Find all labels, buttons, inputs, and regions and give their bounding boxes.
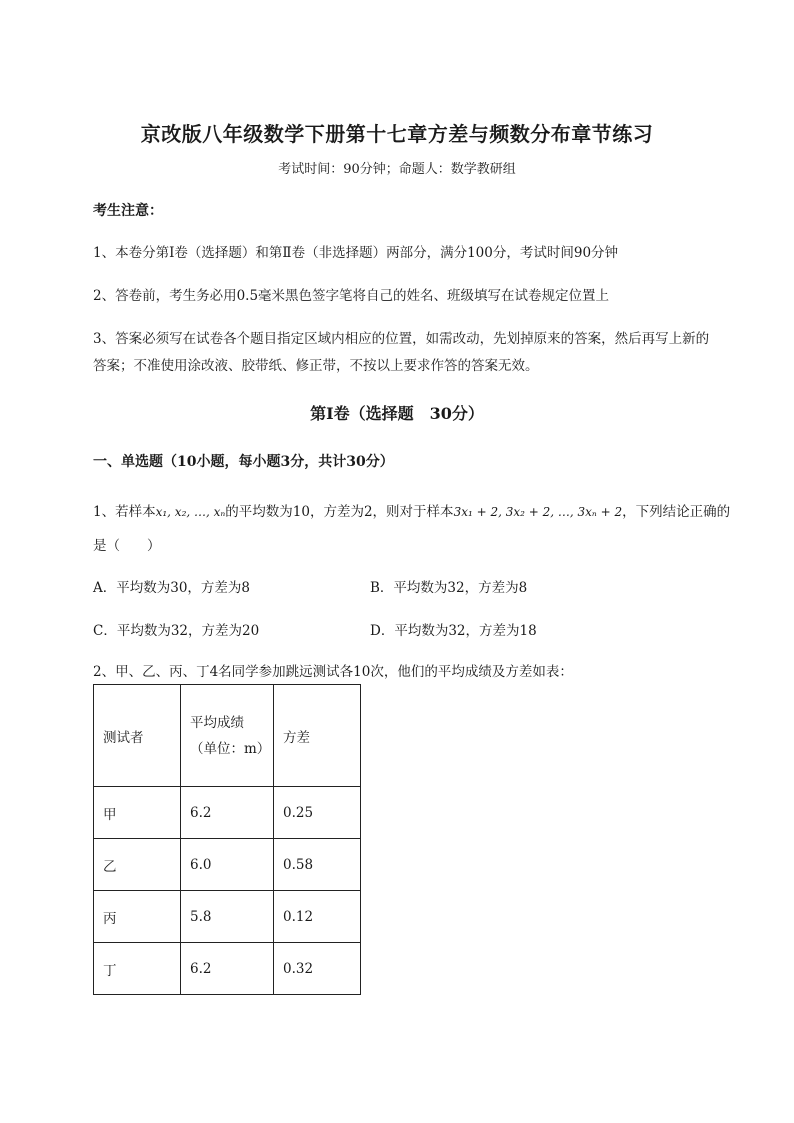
table-cell: 6.0 [181, 839, 274, 891]
table-cell: 甲 [94, 787, 181, 839]
table-cell: 0.58 [274, 839, 361, 891]
score-table [93, 684, 361, 995]
table-row [94, 839, 361, 891]
question-1-stem [93, 500, 730, 520]
table-cell: 6.2 [181, 943, 274, 995]
table-cell: 6.2 [181, 787, 274, 839]
question-1-sample-2: 3x₁ + 2, 3x₂ + 2, …, 3xₙ + 2 [453, 505, 623, 519]
notice-item-3: 3、答案必须写在试卷各个题目指定区域内相应的位置，如需改动，先划掉原来的答案，然后再写上新的答案；不准使用涂改液、胶带纸、修正带，不按以上要求作答的答案无效。 [93, 331, 710, 374]
table-cell: 乙 [94, 839, 181, 891]
choice-d: D．平均数为32，方差为18 [370, 623, 537, 639]
table-cell: 0.12 [274, 891, 361, 943]
table-cell: 丙 [94, 891, 181, 943]
exam-subtitle: 考试时间：90分钟；命题人：数学教研组 [278, 162, 516, 177]
question-1-text-b: 的平均数为10，方差为2，则对于样本 [225, 504, 454, 520]
table-row [94, 787, 361, 839]
table-header-cell: 平均成绩（单位：m） [181, 685, 274, 787]
notice-item-2: 2、答卷前，考生务必用0.5毫米黑色签字笔将自己的姓名、班级填写在试卷规定位置上 [93, 288, 610, 304]
table-cell: 0.32 [274, 943, 361, 995]
question-1-stem-end: 是（ ） [93, 538, 161, 554]
table-cell: 0.25 [274, 787, 361, 839]
part-heading: 一、单选题（10小题，每小题3分，共计30分） [93, 454, 394, 470]
choice-a: A．平均数为30，方差为8 [93, 580, 251, 596]
section-title: 第I卷（选择题 30分） [310, 404, 484, 423]
table-header-cell: 测试者 [94, 685, 181, 787]
table-cell: 5.8 [181, 891, 274, 943]
table-row [94, 891, 361, 943]
notice-heading: 考生注意： [93, 203, 163, 219]
choice-c: C．平均数为32，方差为20 [93, 623, 260, 639]
notice-item-1: 1、本卷分第I卷（选择题）和第Ⅱ卷（非选择题）两部分，满分100分，考试时间90分钟 [93, 245, 619, 261]
question-2-stem: 2、甲、乙、丙、丁4名同学参加跳远测试各10次，他们的平均成绩及方差如表： [93, 664, 573, 680]
question-1-text-a: 1、若样本 [93, 504, 156, 520]
question-1-text-c: ，下列结论正确的 [622, 504, 731, 520]
table-cell: 丁 [94, 943, 181, 995]
exam-title: 京改版八年级数学下册第十七章方差与频数分布章节练习 [140, 122, 654, 146]
table-row [94, 943, 361, 995]
question-1-sample-1: x₁, x₂, …, xₙ [155, 505, 226, 519]
choice-b: B．平均数为32，方差为8 [370, 580, 528, 596]
table-header-row [94, 685, 361, 787]
table-header-cell: 方差 [274, 685, 361, 787]
